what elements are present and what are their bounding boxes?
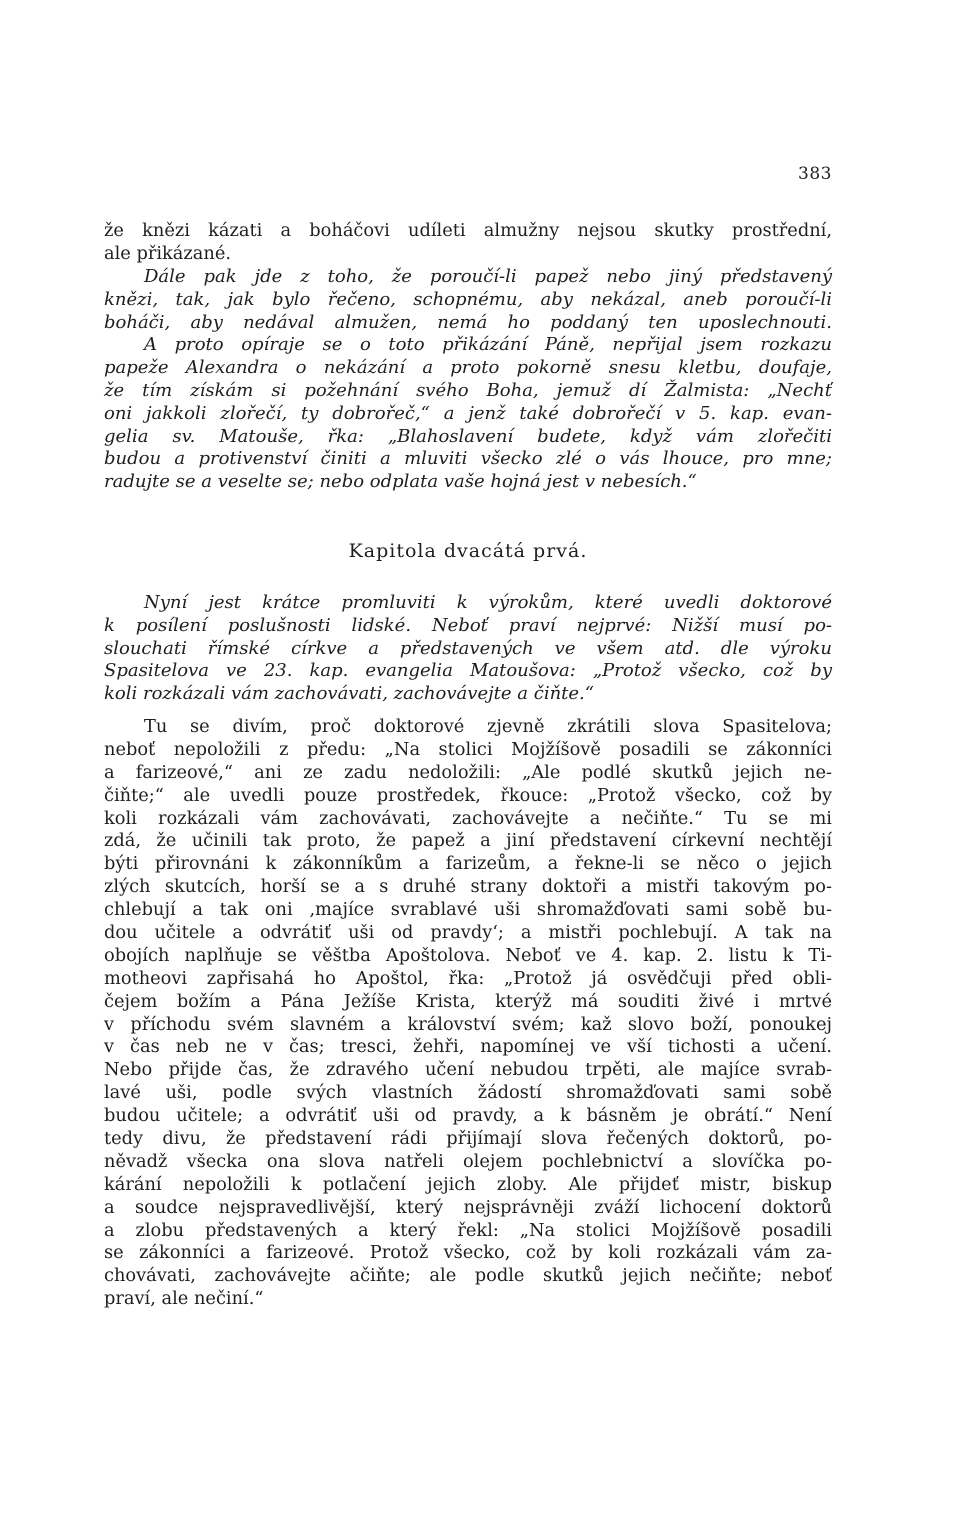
text-line: zdá, že učinili tak proto, že papež a jiní představení církevní nechtějí — [104, 830, 832, 852]
text-line: neboť nepoložili z předu: „Na stolici Mojžíšově posadili se zákonníci — [104, 738, 832, 760]
text-line: zlých skutcích, horší se a s druhé strany doktoři a mistři takovým po- — [104, 876, 832, 898]
text-line: papeže Alexandra o nekázání a proto pokorně snesu kletbu, doufaje, — [104, 357, 832, 379]
text-line: a farizeové,“ ani ze zadu nedoložili: „Ale podlé skutků jejich ne- — [104, 761, 832, 783]
italic-passage-2 — [104, 592, 832, 706]
text-line: motheovi zapřisahá ho Apoštol, řka: „Protož já osvědčuji před obli- — [104, 967, 832, 989]
text-line: Dále pak jde z toho, že poroučí-li papež nebo jiný představený — [144, 266, 832, 287]
chapter-heading: Kapitola dvacátá prvá. — [348, 540, 588, 562]
text-line: a zlobu představených a který řekl: „Na stolici Mojžíšově posadili — [104, 1219, 832, 1241]
text-line: že tím získám si požehnání svého Boha, jemuž dí Žalmista: „Nechť — [104, 379, 832, 401]
text-line: Tu se divím, proč doktorové zjevně zkrátili slova Spasitelova; — [144, 716, 832, 737]
text-line: něvadž všecka ona slova natřeli olejem pochlebnictví a slovíčka po- — [104, 1150, 832, 1172]
text-line: budou a protivenství činiti a mluviti všecko zlé o vás lhouce, pro mne; — [104, 448, 832, 470]
text-line: oni jakkoli zlořečí, ty dobrořeč,“ a jenž také dobrořečí v 5. kap. evan- — [104, 402, 832, 424]
text-line: kárání nepoložili k potlačení jejich zloby. Ale přijdeť mistr, biskup — [104, 1173, 832, 1195]
text-line: koli rozkázali vám zachovávati, zachovávejte a čiňte.“ — [104, 683, 594, 705]
text-line: dou učitele a odvrátiť uši od pravdy‘; a mistři pochlebují. A tak na — [104, 922, 832, 944]
text-line: Nyní jest krátce promluviti k výrokům, které uvedli doktorové — [144, 592, 832, 613]
text-line: A proto opíraje se o toto přikázání Páně, nepřijal jsem rozkazu — [144, 334, 832, 356]
text-line: gelia sv. Matouše, řka: „Blahoslavení budete, když vám zlořečiti — [104, 425, 832, 447]
page-number: 383 — [798, 164, 832, 184]
text-line: v příchodu svém slavném a království svém; kaž slovo boží, ponoukej — [104, 1013, 832, 1035]
text-line: v čas neb ne v čas; tresci, žehři, napomínej ve vší tichosti a učení. — [104, 1036, 832, 1058]
text-line: čiňte;“ ale uvedli pouze prostředek, řkouce: „Protož všecko, což by — [104, 784, 832, 806]
text-line: lavé uši, podle svých vlastních žádostí shromažďovati sami sobě — [104, 1082, 832, 1104]
intro-paragraph — [104, 220, 832, 266]
text-line: chlebují a tak oni ‚majíce svrablavé uši shromažďovati sami sobě bu- — [104, 899, 832, 921]
text-line: býti přirovnáni k zákonníkům a farizeům, a řekne-li se něco o jejich — [104, 853, 832, 875]
text-line: tedy divu, že představení rádi přijímají slova řečených doktorů, po- — [104, 1128, 832, 1150]
text-line: ale přikázané. — [104, 242, 232, 264]
text-line: obojích naplňuje se věštba Apoštolova. Neboť ve 4. kap. 2. listu k Ti- — [104, 944, 832, 966]
text-line: Spasitelova ve 23. kap. evangelia Matoušova: „Protož všecko, což by — [104, 660, 832, 682]
text-line: knězi, tak, jak bylo řečeno, schopnému, aby nekázal, aneb poroučí-li — [104, 288, 832, 310]
text-line: chovávati, zachovávejte ačiňte; ale podle skutků jejich nečiňte; neboť — [104, 1265, 832, 1287]
text-line: a soudce nejspravedlivější, který nejsprávněji zváží lichocení doktorů — [104, 1196, 832, 1218]
body-paragraph — [104, 716, 832, 1311]
text-line: se zákonníci a farizeové. Protož všecko, což by koli rozkázali vám za- — [104, 1242, 832, 1264]
text-line: praví, ale nečiní.“ — [104, 1288, 264, 1310]
italic-passage-1 — [104, 266, 832, 494]
text-line: Nebo přijde čas, že zdravého učení nebudou trpěti, ale majíce svrab- — [104, 1059, 832, 1081]
text-line: čejem božím a Pána Ježíše Krista, kterýž má souditi živé i mrtvé — [104, 990, 832, 1012]
text-line: koli rozkázali vám zachovávati, zachovávejte a nečiňte.“ Tu se mi — [104, 807, 832, 829]
text-line: budou učitele; a odvrátiť uši od pravdy, a k básněm je obrátí.“ Není — [104, 1105, 832, 1127]
text-line: že knězi kázati a boháčovi udíleti almužny nejsou skutky prostřední, — [104, 220, 832, 241]
text-line: slouchati římské církve a představených ve všem atd. dle výroku — [104, 637, 832, 659]
text-line: k posílení poslušnosti lidské. Neboť praví nejprvé: Nižší musí po- — [104, 614, 832, 636]
text-line: boháči, aby nedával almužen, nemá ho poddaný ten uposlechnouti. — [104, 311, 832, 333]
text-line: radujte se a veselte se; nebo odplata vaše hojná jest v nebesích.“ — [104, 471, 697, 493]
